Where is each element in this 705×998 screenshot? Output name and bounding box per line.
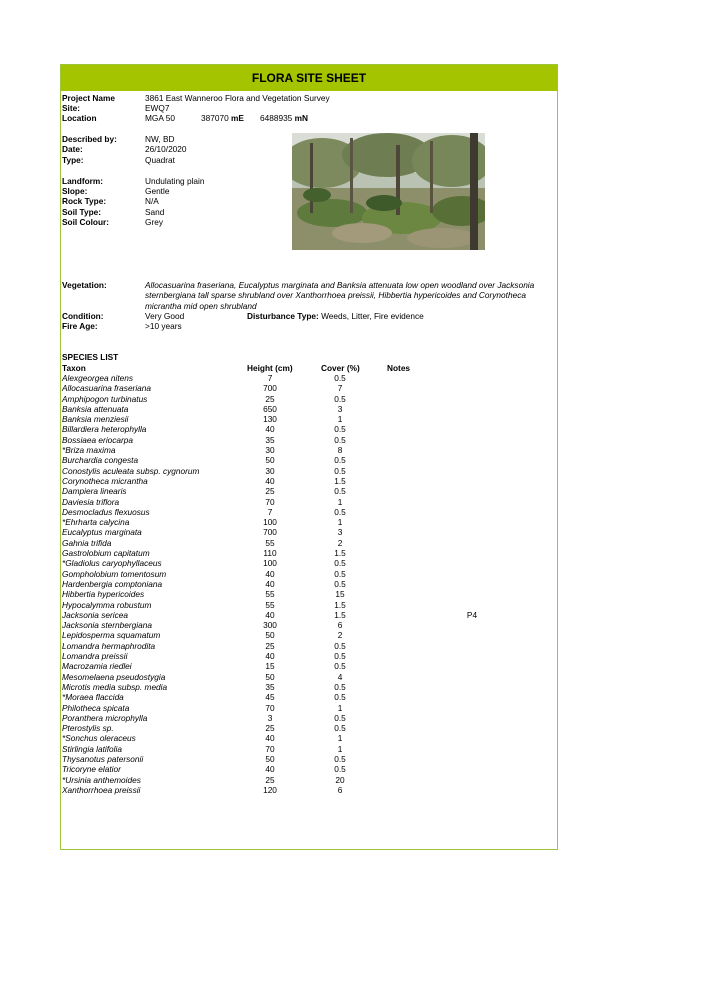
species-taxon: Hibbertia hypericoides — [62, 589, 145, 600]
species-taxon: *Ehrharta calycina — [62, 517, 130, 528]
species-height: 25 — [265, 723, 275, 734]
disturbance-label: Disturbance Type: — [247, 311, 319, 321]
species-taxon: Desmocladus flexuosus — [62, 506, 150, 517]
table-row — [62, 435, 558, 445]
species-cover: 20 — [335, 774, 345, 785]
species-taxon: Burchardia congesta — [62, 455, 139, 466]
column-notes: Notes — [387, 363, 411, 373]
table-row — [62, 424, 558, 434]
species-taxon: Lomandra hermaphrodita — [62, 640, 156, 651]
site-photo — [292, 133, 485, 250]
easting-unit: mE — [231, 113, 244, 123]
species-height: 55 — [265, 589, 275, 600]
species-cover: 1 — [337, 702, 343, 713]
species-height: 50 — [265, 630, 275, 641]
table-row — [62, 785, 558, 795]
species-taxon: Banksia menziesii — [62, 414, 129, 425]
table-row — [62, 630, 558, 640]
species-taxon: Corynotheca micrantha — [62, 475, 148, 486]
sheet-title: FLORA SITE SHEET — [61, 65, 557, 91]
species-height: 50 — [265, 753, 275, 764]
species-height: 130 — [263, 414, 277, 425]
species-height: 25 — [265, 486, 275, 497]
species-taxon: Gastrolobium capitatum — [62, 548, 150, 559]
easting-value: 387070 — [201, 113, 229, 123]
species-taxon: Thysanotus patersonii — [62, 753, 144, 764]
species-height: 7 — [267, 373, 273, 383]
species-cover: 0.5 — [334, 568, 346, 579]
species-height: 40 — [265, 578, 275, 589]
table-row — [62, 713, 558, 723]
easting — [201, 113, 244, 123]
project-label: Project Name — [62, 93, 116, 103]
date-label: Date: — [62, 144, 83, 154]
species-taxon: Billardiera heterophylla — [62, 424, 147, 435]
species-cover: 1.5 — [334, 475, 346, 486]
species-height: 35 — [265, 434, 275, 445]
table-row — [62, 723, 558, 733]
table-row — [62, 507, 558, 517]
species-taxon: Macrozamia riedlei — [62, 661, 132, 672]
species-cover: 2 — [337, 630, 343, 641]
species-taxon: Gahnia trifida — [62, 537, 112, 548]
species-taxon: Xanthorrhoea preissii — [62, 784, 141, 795]
column-height: Height (cm) — [247, 363, 293, 373]
species-cover: 0.5 — [334, 723, 346, 734]
species-taxon: Banksia attenuata — [62, 403, 129, 414]
species-height: 100 — [263, 558, 277, 569]
species-taxon: Lepidosperma squamatum — [62, 630, 161, 641]
species-height: 40 — [265, 568, 275, 579]
species-taxon: Alexgeorgea nitens — [62, 373, 134, 383]
location-label: Location — [62, 113, 97, 123]
table-row — [62, 672, 558, 682]
species-height: 15 — [265, 661, 275, 672]
species-taxon: Hypocalymma robustum — [62, 599, 152, 610]
species-taxon: *Moraea flaccida — [62, 692, 124, 703]
table-row — [62, 610, 558, 620]
species-taxon: Amphipogon turbinatus — [62, 393, 148, 404]
site-value: EWQ7 — [145, 103, 170, 113]
table-row — [62, 775, 558, 785]
species-height: 35 — [265, 681, 275, 692]
species-height: 40 — [265, 475, 275, 486]
table-row — [62, 373, 558, 383]
species-cover: 0.5 — [334, 424, 346, 435]
species-taxon: Dampiera linearis — [62, 486, 127, 497]
table-row — [62, 733, 558, 743]
soil-type-label: Soil Type: — [62, 207, 102, 217]
table-row — [62, 651, 558, 661]
table-row — [62, 754, 558, 764]
species-cover: 0.5 — [334, 712, 346, 723]
species-taxon: *Sonchus oleraceus — [62, 733, 136, 744]
species-height: 40 — [265, 651, 275, 662]
species-taxon: Jacksonia sternbergiana — [62, 620, 152, 631]
species-taxon: Stirlingia latifolia — [62, 743, 122, 754]
condition-label: Condition: — [62, 311, 104, 321]
species-height: 25 — [265, 774, 275, 785]
table-row — [62, 600, 558, 610]
soil-colour-label: Soil Colour: — [62, 217, 110, 227]
species-height: 30 — [265, 445, 275, 456]
species-height: 40 — [265, 764, 275, 775]
species-taxon: Eucalyptus marginata — [62, 527, 142, 538]
table-row — [62, 445, 558, 455]
landform-value: Undulating plain — [145, 176, 205, 186]
table-row — [62, 703, 558, 713]
type-label: Type: — [62, 155, 84, 165]
species-cover: 0.5 — [334, 692, 346, 703]
table-row — [62, 548, 558, 558]
species-cover: 3 — [337, 403, 343, 414]
species-height: 70 — [265, 702, 275, 713]
species-cover: 1 — [337, 414, 343, 425]
species-height: 40 — [265, 424, 275, 435]
species-height: 120 — [263, 784, 277, 795]
described-label: Described by: — [62, 134, 117, 144]
soil-type-value: Sand — [145, 207, 165, 217]
species-cover: 8 — [337, 445, 343, 456]
described-value: NW, BD — [145, 134, 175, 144]
table-row — [62, 692, 558, 702]
table-row — [62, 589, 558, 599]
table-row — [62, 476, 558, 486]
species-cover: 3 — [337, 527, 343, 538]
table-row — [62, 527, 558, 537]
table-row — [62, 394, 558, 404]
species-cover: 1.5 — [334, 548, 346, 559]
species-height: 70 — [265, 743, 275, 754]
species-cover: 0.5 — [334, 558, 346, 569]
table-row — [62, 517, 558, 527]
species-taxon: Bossiaea eriocarpa — [62, 434, 134, 445]
table-row — [62, 558, 558, 568]
fire-age-label: Fire Age: — [62, 321, 98, 331]
species-table — [62, 373, 558, 795]
soil-colour-value: Grey — [145, 217, 163, 227]
landform-label: Landform: — [62, 176, 104, 186]
table-row — [62, 661, 558, 671]
species-cover: 4 — [337, 671, 343, 682]
species-taxon: Hardenbergia comptoniana — [62, 578, 163, 589]
species-cover: 1 — [337, 743, 343, 754]
species-height: 40 — [265, 733, 275, 744]
species-taxon: Jacksonia sericea — [62, 609, 128, 620]
species-cover: 0.5 — [334, 393, 346, 404]
species-cover: 1.5 — [334, 609, 346, 620]
column-taxon: Taxon — [62, 363, 86, 373]
species-height: 300 — [263, 620, 277, 631]
northing-unit: mN — [294, 113, 308, 123]
species-height: 110 — [263, 548, 277, 559]
species-cover: 7 — [337, 383, 343, 394]
species-height: 700 — [263, 527, 277, 538]
date-value: 26/10/2020 — [145, 144, 187, 154]
table-row — [62, 455, 558, 465]
species-cover: 0.5 — [334, 434, 346, 445]
species-height: 30 — [265, 465, 275, 476]
species-cover: 0.5 — [334, 373, 346, 383]
species-height: 650 — [263, 403, 277, 414]
species-cover: 1 — [337, 733, 343, 744]
table-row — [62, 569, 558, 579]
species-taxon: Allocasuarina fraseriana — [62, 383, 152, 394]
species-taxon: Pterostylis sp. — [62, 723, 114, 734]
table-row — [62, 620, 558, 630]
species-cover: 6 — [337, 620, 343, 631]
species-taxon: Lomandra preissii — [62, 651, 128, 662]
northing — [260, 113, 308, 123]
species-height: 100 — [263, 517, 277, 528]
column-cover: Cover (%) — [321, 363, 360, 373]
species-taxon: Tricoryne elatior — [62, 764, 121, 775]
disturbance-value: Weeds, Litter, Fire evidence — [321, 311, 424, 321]
northing-value: 6488935 — [260, 113, 293, 123]
table-row — [62, 764, 558, 774]
species-cover: 0.5 — [334, 651, 346, 662]
species-cover: 0.5 — [334, 640, 346, 651]
species-height: 3 — [267, 712, 273, 723]
table-row — [62, 641, 558, 651]
species-cover: 0.5 — [334, 681, 346, 692]
species-cover: 0.5 — [334, 465, 346, 476]
table-row — [62, 579, 558, 589]
table-row — [62, 414, 558, 424]
species-taxon: Poranthera microphylla — [62, 712, 148, 723]
species-cover: 1.5 — [334, 599, 346, 610]
species-cover: 1 — [337, 496, 343, 507]
species-height: 55 — [265, 599, 275, 610]
species-height: 40 — [265, 609, 275, 620]
species-height: 25 — [265, 640, 275, 651]
vegetation-label: Vegetation: — [62, 280, 107, 290]
species-height: 50 — [265, 671, 275, 682]
species-taxon: Mesomelaena pseudostygia — [62, 671, 166, 682]
type-value: Quadrat — [145, 155, 175, 165]
species-cover: 1 — [337, 517, 343, 528]
species-cover: 0.5 — [334, 486, 346, 497]
location-grid: MGA 50 — [145, 113, 175, 123]
species-cover: 0.5 — [334, 764, 346, 775]
species-taxon: Microtis media subsp. media — [62, 681, 168, 692]
species-cover: 6 — [337, 784, 343, 795]
slope-label: Slope: — [62, 186, 88, 196]
table-row — [62, 538, 558, 548]
species-height: 7 — [267, 506, 273, 517]
species-height: 25 — [265, 393, 275, 404]
rock-type-value: N/A — [145, 196, 159, 206]
slope-value: Gentle — [145, 186, 170, 196]
species-notes: P4 — [466, 609, 478, 620]
species-taxon: Daviesia triflora — [62, 496, 120, 507]
species-taxon: Gompholobium tomentosum — [62, 568, 167, 579]
species-cover: 0.5 — [334, 506, 346, 517]
condition-value: Very Good — [145, 311, 185, 321]
rock-type-label: Rock Type: — [62, 196, 107, 206]
species-height: 50 — [265, 455, 275, 466]
species-taxon: Philotheca spicata — [62, 702, 130, 713]
species-height: 70 — [265, 496, 275, 507]
species-height: 55 — [265, 537, 275, 548]
species-taxon: *Briza maxima — [62, 445, 116, 456]
species-height: 700 — [263, 383, 277, 394]
flora-site-sheet — [60, 64, 558, 850]
site-label: Site: — [62, 103, 80, 113]
species-taxon: *Ursinia anthemoides — [62, 774, 141, 785]
table-row — [62, 383, 558, 393]
species-list-heading: SPECIES LIST — [62, 352, 119, 362]
table-row — [62, 486, 558, 496]
table-row — [62, 682, 558, 692]
species-height: 45 — [265, 692, 275, 703]
species-cover: 2 — [337, 537, 343, 548]
table-row — [62, 466, 558, 476]
project-value: 3861 East Wanneroo Flora and Vegetation Survey — [145, 93, 330, 103]
species-taxon: Conostylis aculeata subsp. cygnorum — [62, 465, 200, 476]
table-row — [62, 744, 558, 754]
table-row — [62, 497, 558, 507]
species-cover: 0.5 — [334, 753, 346, 764]
disturbance — [247, 311, 424, 321]
species-cover: 0.5 — [334, 661, 346, 672]
fire-age-value: >10 years — [145, 321, 182, 331]
species-cover: 15 — [335, 589, 345, 600]
vegetation-description: Allocasuarina fraseriana, Eucalyptus marginata and Banksia attenuata low open woodland over Jacksonia sternbergiana tall sparse shrubland over Xanthorrhoea preissii, Hibbertia hypericoides and Corynotheca micrantha mid open shrubland — [145, 280, 535, 311]
table-row — [62, 404, 558, 414]
species-cover: 0.5 — [334, 578, 346, 589]
species-taxon: *Gladiolus caryophyllaceus — [62, 558, 162, 569]
species-cover: 0.5 — [334, 455, 346, 466]
